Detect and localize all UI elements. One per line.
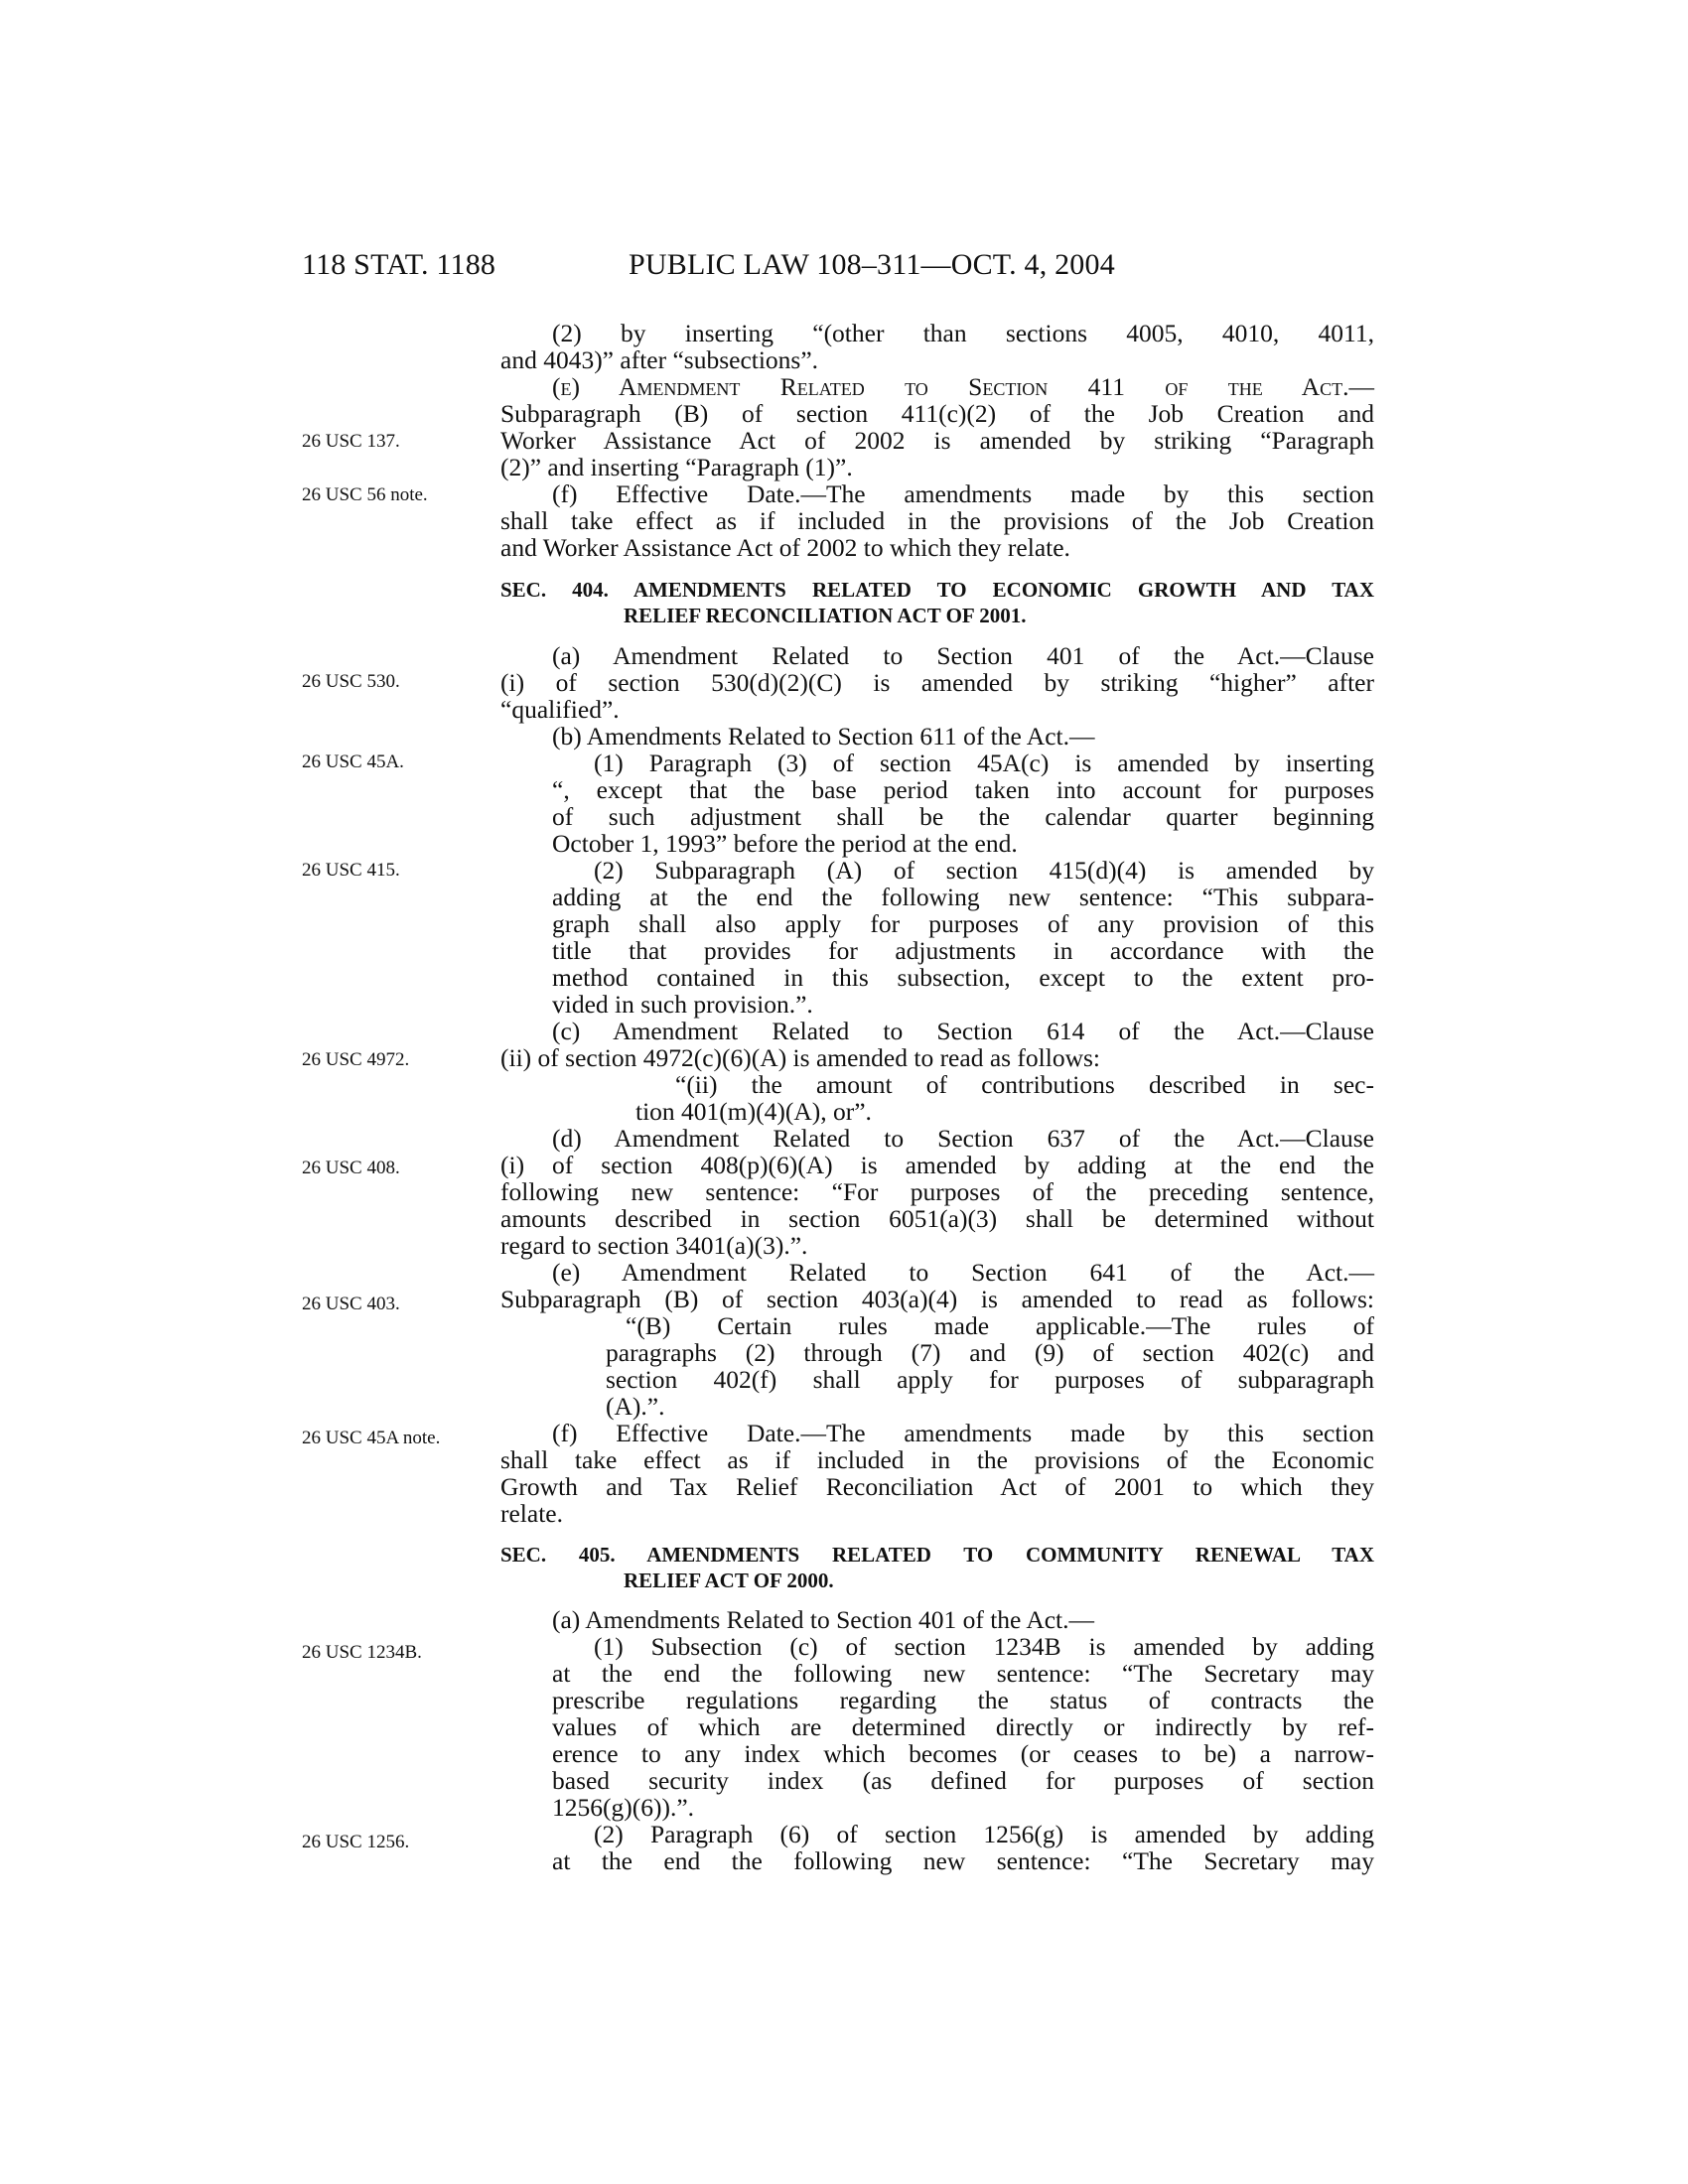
margin-note: 26 USC 1256. (302, 1832, 410, 1852)
body-line: based security index (as defined for purposes of section (552, 1766, 1374, 1795)
body-line: of such adjustment shall be the calendar quarter beginning (552, 802, 1374, 831)
margin-note: 26 USC 45A note. (302, 1428, 441, 1448)
margin-note: 26 USC 137. (302, 431, 400, 452)
body-line: (i) of section 408(p)(6)(A) is amended by adding at the end the (500, 1151, 1374, 1179)
margin-note: 26 USC 408. (302, 1158, 400, 1178)
body-line: Subparagraph (B) of section 403(a)(4) is amended to read as follows: (500, 1285, 1374, 1313)
body-line: 1256(g)(6)).”. (552, 1793, 695, 1822)
body-line: “(ii) the amount of contributions described in sec- (675, 1070, 1374, 1099)
body-line: October 1, 1993” before the period at the end. (552, 829, 1018, 858)
subsection-heading: (e) Amendment Related to Section 411 of the Act.— (552, 372, 1374, 401)
running-head: PUBLIC LAW 108–311—OCT. 4, 2004 (629, 248, 1115, 281)
body-line: (2) by inserting “(other than sections 4005, 4010, 4011, (552, 319, 1374, 347)
body-line: (a) Amendment Related to Section 401 of the Act.—Clause (552, 641, 1374, 670)
body-line: (c) Amendment Related to Section 614 of the Act.—Clause (552, 1017, 1374, 1045)
body-line: (f) Effective Date.—The amendments made by this section (552, 1419, 1374, 1447)
body-line: (1) Paragraph (3) of section 45A(c) is amended by inserting (594, 749, 1374, 777)
margin-note: 26 USC 45A. (302, 751, 404, 772)
margin-note: 26 USC 530. (302, 671, 400, 692)
body-line: vided in such provision.”. (552, 990, 813, 1019)
body-line: (2)” and inserting “Paragraph (1)”. (500, 453, 853, 481)
body-line: (i) of section 530(d)(2)(C) is amended by striking “higher” after (500, 668, 1374, 697)
body-line: (e) Amendment Related to Section 641 of the Act.— (552, 1258, 1374, 1287)
body-line: regard to section 3401(a)(3).”. (500, 1231, 808, 1260)
section-404-heading: SEC. 404. AMENDMENTS RELATED TO ECONOMIC GROWTH AND TAX (500, 578, 1374, 602)
section-405-heading-cont: RELIEF ACT OF 2000. (624, 1569, 834, 1592)
body-line: “, except that the base period taken into account for purposes (552, 775, 1374, 804)
body-line: (ii) of section 4972(c)(6)(A) is amended to read as follows: (500, 1043, 1101, 1072)
body-line: (f) Effective Date.—The amendments made by this section (552, 479, 1374, 508)
body-line: shall take effect as if included in the provisions of the Job Creation (500, 506, 1374, 535)
body-line: “qualified”. (500, 695, 620, 724)
body-line: method contained in this subsection, except to the extent pro- (552, 963, 1374, 992)
page-stat-number: 118 STAT. 1188 (302, 248, 496, 281)
body-line: Worker Assistance Act of 2002 is amended by striking “Paragraph (500, 426, 1374, 455)
body-line: “(B) Certain rules made applicable.—The rules of (626, 1311, 1374, 1340)
subsection-heading: (b) Amendments Related to Section 611 of the Act.— (552, 722, 1095, 751)
body-line: at the end the following new sentence: “The Secretary may (552, 1659, 1374, 1688)
body-line: (d) Amendment Related to Section 637 of the Act.—Clause (552, 1124, 1374, 1153)
body-line: tion 401(m)(4)(A), or”. (635, 1097, 872, 1126)
body-line: values of which are determined directly or indirectly by ref- (552, 1712, 1374, 1741)
margin-note: 26 USC 415. (302, 860, 400, 881)
body-line: adding at the end the following new sentence: “This subpara- (552, 883, 1374, 911)
body-line: paragraphs (2) through (7) and (9) of section 402(c) and (606, 1338, 1374, 1367)
section-405-heading: SEC. 405. AMENDMENTS RELATED TO COMMUNITY RENEWAL TAX (500, 1543, 1374, 1567)
body-line: amounts described in section 6051(a)(3) shall be determined without (500, 1204, 1374, 1233)
body-line: (2) Paragraph (6) of section 1256(g) is amended by adding (594, 1820, 1374, 1848)
subsection-heading: (a) Amendments Related to Section 401 of the Act.— (552, 1605, 1095, 1634)
margin-note: 26 USC 4972. (302, 1049, 410, 1070)
margin-note: 26 USC 56 note. (302, 484, 428, 505)
body-line: section 402(f) shall apply for purposes of subparagraph (606, 1365, 1374, 1394)
body-line: shall take effect as if included in the provisions of the Economic (500, 1445, 1374, 1474)
body-line: relate. (500, 1499, 563, 1528)
body-line: prescribe regulations regarding the status of contracts the (552, 1686, 1374, 1714)
body-line: and 4043)” after “subsections”. (500, 345, 819, 374)
body-line: Subparagraph (B) of section 411(c)(2) of the Job Creation and (500, 399, 1374, 428)
body-line: graph shall also apply for purposes of any provision of this (552, 909, 1374, 938)
body-line: (1) Subsection (c) of section 1234B is amended by adding (594, 1632, 1374, 1661)
body-line: Growth and Tax Relief Reconciliation Act of 2001 to which they (500, 1472, 1374, 1501)
body-line: following new sentence: “For purposes of the preceding sentence, (500, 1177, 1374, 1206)
margin-note: 26 USC 403. (302, 1294, 400, 1314)
body-line: at the end the following new sentence: “The Secretary may (552, 1846, 1374, 1875)
body-line: erence to any index which becomes (or ceases to be) a narrow- (552, 1739, 1374, 1768)
body-line: and Worker Assistance Act of 2002 to which they relate. (500, 533, 1070, 562)
body-line: (A).”. (606, 1392, 665, 1421)
body-line: (2) Subparagraph (A) of section 415(d)(4) is amended by (594, 856, 1374, 885)
body-line: title that provides for adjustments in accordance with the (552, 936, 1374, 965)
section-404-heading-cont: RELIEF RECONCILIATION ACT OF 2001. (624, 604, 1027, 627)
margin-note: 26 USC 1234B. (302, 1642, 422, 1663)
